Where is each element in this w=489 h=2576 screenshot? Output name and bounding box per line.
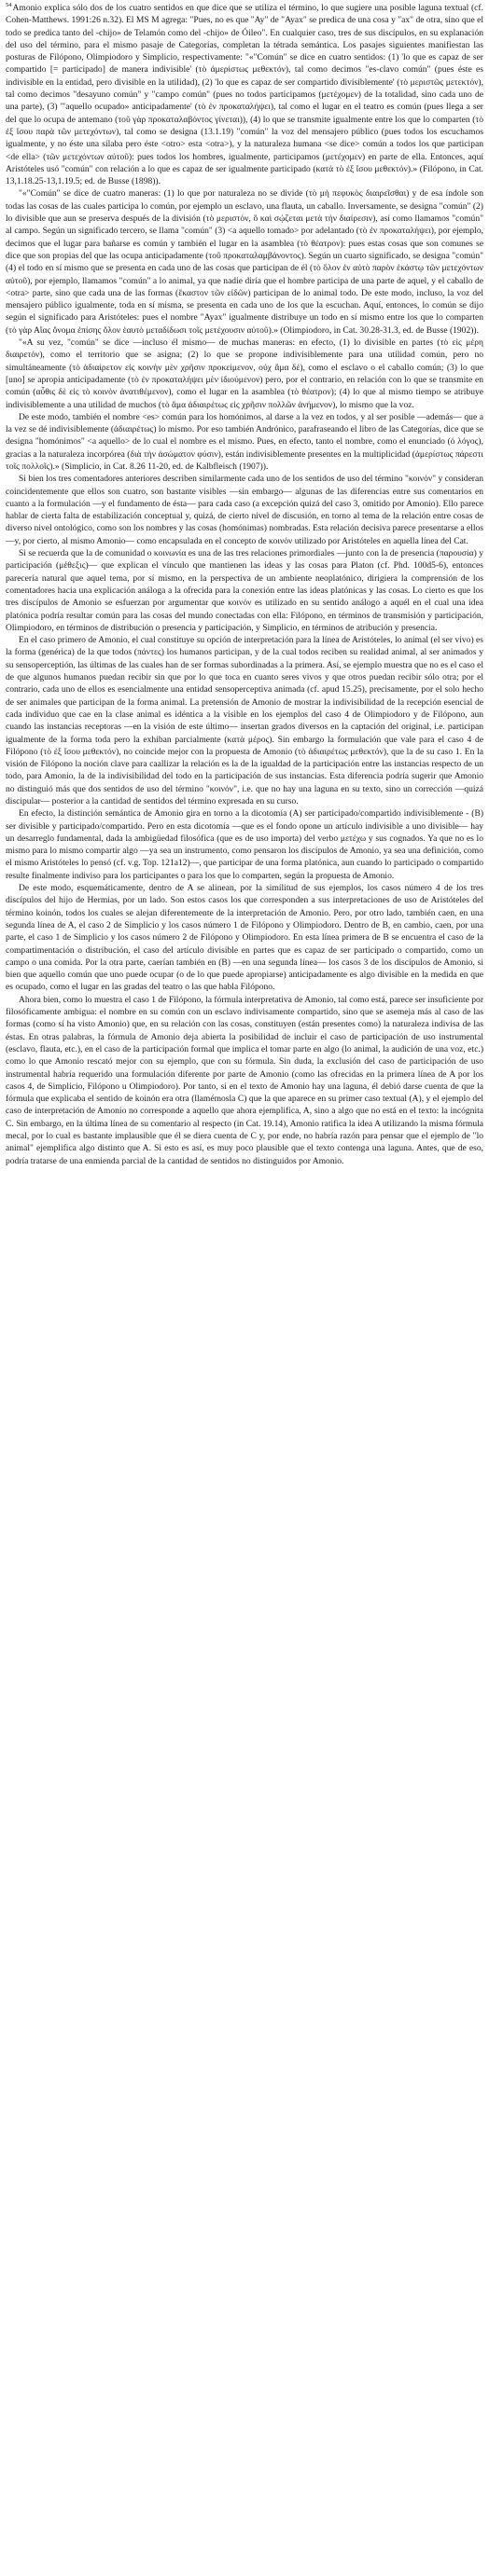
- body-paragraph: De este modo, esquemáticamente, dentro de A se alinean, por la similitud de sus ejemplos, los casos número 4 de los tres discípulos del hijo de Hermias, por un lado. Son estos casos los que corresponden a sus interpretaciones de uso de Aristóteles del término koinón, todos los cuales se alejan diferentemente de la interpretación de Amonio. Pero, por otro lado, también caen, en una segunda línea de A, el caso 2 de Simplicio y los casos número 1 de Filópono y Olimpiodoro. Dentro de B, en cambio, caen, por una parte, el caso 1 de Simplicio y los casos número 2 de Filópono y Olimpiodoro. En esta línea primera de B se encuentra el caso de la compartimentación o distribución, el caso del artículo divisible en partes que es capaz de ser participado o compartido, como un campo o una comida. Por la otra parte, caerían también en (B) —en una segunda línea— los casos 3 de los discípulos de Amonio, si bien que aquello común que uno puede ocupar (o de lo que puede apropiarse) anticipadamente es algo divisible en la medida en que es ocupado, como el lugar en las gradas del teatro o las que habla Filópono.: [6, 883, 483, 993]
- quote-paragraph-olympiodorus: "«"Común" se dice de cuatro maneras: (1) lo que por naturaleza no se divide (τὸ μὴ πεφυκὸς διαιρεῖσθαι) y de esa índole son todas las cosas de las cuales participa lo común, por ejemplo un esclavo, una flauta, un caballo. Inversamente, se designa "común" (2) lo divisible que aun se preserva después de la división (τὸ μεριστόν, ὃ καὶ σῴζεται μετὰ τὴν διαίρεσιν), así como llamamos "común" al campo. Según un significado tercero, se llama "común" (3) <a aquello tomado> por adelantado (τὸ ἐν προκαταλήψει), por ejemplo, decimos que el lugar para bañarse es común y también el lugar en la asamblea (τὸ θέατρον): pues estas cosas que son comunes se dice que son propias del que las ocupa anticipadamente (τοῦ προκαταλαμβάνοντος). Según un cuarto significado, se designa "común" (4) el todo en sí mismo que se presenta en cada uno de las cosas que participan de él (τὸ ὅλον ἐν αὐτὸ παρὸν ἑκάστῳ τῶν μετεχόντων αὐτοῦ), por ejemplo, llamamos "común" a lo animal, ya que nadie diría que el hombre participa de una parte de aquel, y el caballo de <otra> parte, sino que cada una de las formas (ἕκαστον τῶν εἰδῶν) participan de lo animal todo. De este modo, incluso, la voz del mensajero público igualmente, toda en sí misma, se presenta en cada uno de los que la escuchan. Aquí, entonces, lo común se dijo según el significado para Aristóteles: pues el nombre "Ayax" igualmente distribuye un todo en sí mismo entre los que lo comparten (τὸ γὰρ Αἴας ὄνομα ἐπίσης ὅλον ἑαυτὸ μεταδίδωσι τοῖς μετέχουσιν αὐτοῦ).» (Olimpiodoro, in Cat. 30.28-31.3, ed. de Busse (1902)).: [6, 188, 483, 336]
- body-paragraph: Ahora bien, como lo muestra el caso 1 de Filópono, la fórmula interpretativa de Amonio, tal como está, parece ser insuficiente por filosóficamente ambigua: el nombre en su común con un esclavo indivisamente compartido, sino que se asemeja más al caso de las formas (como sí ha visto Amonio) que, en su relación con las cosas, constituyen (están presentes como) la naturaleza indivisa de las éstas. En otras palabras, la fórmula de Amonio deja abierta la posibilidad de incluir el caso de participación de uso instrumental (esclavo, flauta, etc.), en el caso de la participación formal que implica el tomar parte en algo (lo animal, la audición de una voz, etc.) como lo que Amonio rescató mejor con su ejemplo, que con su fórmula. Sin duda, la exclusión del caso de participación de uso instrumental habría requerido una formulación diferente por parte de Amonio (como las ofrecidas en la primera línea de A por los casos 4, de Simplicio, Filópono u Olimpiodoro). Por tanto, si en el texto de Amonio hay una laguna, él debió darse cuenta de que la fórmula que explicaba el sentido de koinón era otra (llamémosla C) que la que aparece en su primer caso textual (A), y el ejemplo del caso de interpretación de Amonio no corresponde a aquello que ahora ejemplifica, A, sino a algo que no está en el texto: la incógnita C. Sin embargo, en la última línea de su comentario al respecto (in Cat. 19.14), Amonio ratifica la idea A utilizando la misma fórmula mecal, por lo cual es bastante implausible que él se diera cuenta de C y, por ende, no habría razón para pensar que el ejemplo de "lo animal" ejemplifica algo distinto que A. Si esto es así, es muy poco plausible que el texto contenga una laguna. Antes, que de eso, podría tratarse de una enmienda parcial de la cantidad de sentidos no distinguidos por Amonio.: [6, 994, 483, 1166]
- body-paragraph: Si bien los tres comentadores anteriores describen similarmente cada uno de los sentidos de uso del término "κοινόν" y consideran coincidentemente que ellos son cuatro, son bastante visibles —sin embargo— algunas de las diferencias entre sus comentarios en cuanto a la formulación —y el fundamento de ésta— para cada caso (a excepción quizá del caso 3, omitido por Amonio). Ello parece hablar de cierta falta de estabilización conceptual y, quizá, de cierto nivel de discusión, en torno al tema de la relación entre cosas de diverso nivel ontológico, como son los nombres y las cosas (homónimas) nombradas. Esta relación decisiva parece presentarse a ellos —y, por cierto, al mismo Amonio— como encapsulada en el concepto de κοινόν utilizado por Aristóteles en aquella línea del Cat.: [6, 474, 483, 546]
- body-paragraph: Si se recuerda que la de comunidad o κοινωνία es una de las tres relaciones primordiales —junto con la de presencia (παρουσία) y participación (μέθεξις)— que explican el vínculo que mantienen las ideas y las cosas para Platon (cf. Phd. 100d5-6), entonces parecería natural que aquel tema, por sí mismo, en la perspectiva de un ambiente neoplatónico, dirigiera la comprensión de los comentadores hacia una explicación análoga a la ofrecida para la conexión entre las ideas platónicas y las cosas. Lo cierto es que los tres discípulos de Amonio se esfuerzan por argumentar que κοινόν es utilizado en su sentido análogo a aquél en el cual una idea platónica podría resultar común para las cosas del mundo conectadas con ella: Filópono, en términos de transmisión y participación, Olimpiodoro, en términos de distribución o presencia y participación, y Simplicio, en términos de atribución y presencia.: [6, 548, 483, 633]
- quote-paragraph-simplicius: "«A su vez, "común" se dice —incluso él mismo— de muchas maneras: en efecto, (1) lo divisible en partes (τὸ εἰς μέρη διαιρετόν), como el territorio que se asigna; (2) lo que se propone indivisiblemente para una utilidad común, pero no simultáneamente (τὸ ἀδιαίρετον εἰς κοινὴν μὲν χρῆσιν προκείμενον, οὐχ ἅμα δέ), como el esclavo o el caballo común; (3) lo que [uno] se apropia anticipadamente (τὸ ἐν προκαταλήψει μὲν ἰδιούμενον) pero, por el contrario, en relación con lo que se transmite en común (αὖθις δὲ εἰς τὸ κοινὸν ἀνατιθέμενον), como el lugar en la asamblea (τὸ θέατρον); (4) lo que al mismo tiempo se atribuye indivisiblemente a una utilidad de muchos (τὸ ἅμα ἀδιαιρέτως εἰς χρῆσιν πολλῶν ἀνήμενον), lo mismo que la voz.: [6, 337, 483, 410]
- body-paragraph: En efecto, la distinción semántica de Amonio gira en torno a la dicotomía (A) ser participado/compartido indivisiblemente - (B) ser divisible y participado/compartido. Pero en esta dicotomía —que es el fondo opone un artículo indivisible a uno divisible— hay un desarreglo fundamental, dada la ambigüedad filosófica (que es de uso importa) del verbo μετέχω y sus cognados. Ya que no es lo mismo para lo mismo compartir algo —ya sea un instrumento, como pensaron los discípulos de Amonio, ya sea una definición, como el mismo Aristóteles lo pensó (cf. v.g. Top. 121a12)—, que participar de una forma platónica, aun cuando lo participado o compartido resulte finalmente indiviso para los participantes o para los que lo comparten, según la propuesta de Amonio.: [6, 808, 483, 881]
- document-page: [0, 0, 489, 1167]
- body-paragraph: En el caso primero de Amonio, el cual constituye su opción de interpretación para la línea de Aristóteles, lo animal (el ser vivo) es la forma (genérica) de la que todos (πάντες) los humanos participan, y de la cual todos reciben su realidad animal, al ser animados y su sensoperceptión, las últimas de las cuales han de ser formas subordinadas a la primera. Así, se ejemplo muestra que no es el caso el de que algunos humanos puedan recibir sin que por lo que toca en cuanto seres vivos y que otros puedan recibir sólo otra; por el contrario, cada uno de ellos es esencialmente una entidad sensoperceptiva animada (cf. apud 15.25), precisamente, por el solo hecho de ser animales que participan de la forma animal. La pretensión de Amonio de mostrar la indivisibilidad de la recepción esencial de cada individuo que cae en la clase animal es idéntica a la visible en los ejemplos del caso 4 de Olimpiodoro y de Filópono, aun cuando las instancias receptoras —en la visión de este último— insertan grados diversos en la captación del original, i.e. participan igualmente de la forma toda pero la exhiban parcialmente (κατὰ μέρος). Sin embargo la formulación que vale para el caso 4 de Filópono (τὸ ἐξ ἴσου μεθεκτόν), no coincide mejor con la propuesta de Amonio (τὸ ἀδιαιρέτως μεθεκτόν), que la de su caso 1. En la visión de Filópono la noción clave para caallizar la relación es la de la igualdad de la participación entre las instancias respecto de un todo, para Amonio, la de la indivisibilidad del todo en la participación de sus instancias. Esta diferencia podría sugerir que Amonio no distinguió más que dos sentidos de uso del término "κοινόν", i.e. que no hay una laguna en su texto, sino un corrección —quizá discipular— posterior a la cantidad de sentidos del término expresada en su curso.: [6, 635, 483, 806]
- footnote-paragraph: [6, 2, 483, 187]
- footnote-number: 54: [6, 1, 12, 8]
- paragraph-text: Amonio explica sólo dos de los cuatro sentidos en que dice que se utiliza el término, lo que sugiere una posible laguna textual (cf. Cohen-Matthews. 1991:26 n.32). El MS M agrega: "Pues, no es que "Ay" de "Ayax" se predica de una cosa y "ax" de otra, sino que el todo se predica tanto del -chijo» de Telamón como del -chijo» de Óileo". En cualquier caso, tres de sus discípulos, en su explanación del uso del término, para el mismo pasaje de Categorías, completan la tétrada semántica. Los pasajes siguientes manifiestan las posturas de Filópono, Olimpiodoro y Simplicio, respectivamente: "«"Común" se dice en cuatro sentidos: (1) 'lo que es capaz de ser compartido [= participado] de manera indivisible' (τὸ ἀμερίστως μεθεκτόν), tal como decimos "es-clavo común" (pues éste es indivisible en la entidad, pero divisible en la utilidad), (2) 'lo que es capaz de ser compartido divisiblemente' (τὸ μεριστῶς μετεκτόν), tal como decimos "desayuno común" y "campo común" (pues no todos participamos (μετέχομεν) de la totalidad, sino cada uno de una parte), (3) '"aquello ocupado» anticipadamente' (τὸ ἐν προκαταλήψει), tal como el lugar en el teatro es común (pues llega a ser del que lo ocupa de antemano (τοῦ γὰρ προκαταλαβόντος γίνεται)), (4) lo que se transmite igualmente entre los que lo comparten (τὸ ἐξ ἴσου παρὰ τῶν μετεχόντων), tal como se designa (13.1.19) "común" la voz del mensajero público (pues todos los escuchamos igualmente, y no éste una sílaba pero éste <otro> esta <otra>), y la naturaleza humana <se dice> común a todos los que participan <de ella> (τῶν μετεχόντων αὐτοῦ): pues todos los hombres, igualmente, participamos (μετέχομεν) en parte de ella. Entonces, aquí Aristóteles usó "común" con relación a lo que es capaz de ser igualmente participado (κατὰ τὸ ἐξ ἴσου μεθεκτόν).» (Filópono, in Cat. 13,1.18.25-13,1.19.5; ed. de Busse (1898)).: [6, 3, 483, 187]
- body-paragraph: De este modo, también el nombre <es> común para los homónimos, al darse a la vez en todos, y al ser posible —además— que a la vez se dé indivisiblemente (ἀδιαιρέτως) lo mismo. Por eso también Andrónico, parafraseando el libro de las Categorías, dice que se designa "homónimos" <a aquello> de lo cual el nombre es el mismo. Pues, en efecto, tanto el nombre, como el enunciado (ὁ λόγος), gracias a la naturaleza incorpórea (διὰ τὴν ἀσώματον φύσιν), están indivisiblemente presentes en la multiplicidad (ἀμερίστως πάρεστι τοῖς πολλοῖς).» (Simplicio, in Cat. 8.26 11-20, ed. de Kalbfleisch (1907)).: [6, 411, 483, 472]
